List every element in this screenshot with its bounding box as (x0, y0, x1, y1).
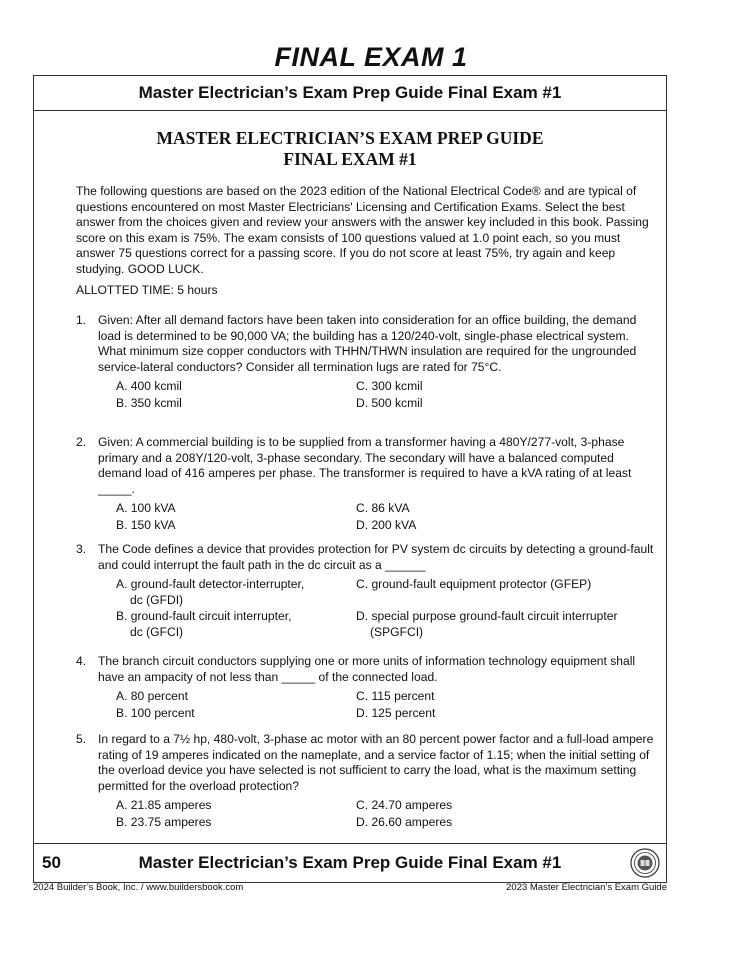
question-text: Given: After all demand factors have been taken into consideration for an office building, the demand load is determined to be 90,000 VA; the building has a 120/240-volt, single-phase electrical system. What minimum size copper conductors with THHN/THWN insulation are required for the ungrounded service-lateral conductors? Consider all termination lugs are rated for 75°C. (98, 313, 637, 374)
exam-header: FINAL EXAM 1 (274, 42, 468, 72)
choice-d-line2: (SPGFCI) (370, 624, 424, 639)
choice-a-line2: dc (GFDI) (130, 592, 184, 607)
choice-c: C. 24.70 amperes (356, 798, 453, 812)
question-2 (76, 435, 656, 533)
choice-d (356, 609, 636, 640)
question-text: The Code defines a device that provides protection for PV system dc circuits by detecting a ground-fault and could interrupt the fault path in the dc circuit as a ______ (98, 542, 654, 572)
section-subheader: Master Electrician’s Exam Prep Guide Final Exam #1 (34, 76, 666, 111)
publisher-seal-icon (630, 848, 660, 878)
allotted-time: ALLOTTED TIME: 5 hours (76, 283, 218, 297)
choice-c: C. 115 percent (356, 689, 435, 703)
question-text: Given: A commercial building is to be supplied from a transformer having a 480Y/277-volt, 3-phase primary and a 208Y/120-volt, 3-phase secondary. The secondary will have a balanced computed demand load of 416 amperes per phase. The transformer is required to have a kVA rating of at least _____. (98, 435, 632, 496)
question-number: 4. (76, 654, 87, 668)
choice-a: A. 80 percent (116, 689, 188, 703)
page-number: 50 (42, 853, 61, 872)
choice-c-line1: C. ground-fault equipment protector (GFEP) (356, 577, 592, 591)
choice-d: D. 500 kcmil (356, 395, 423, 410)
answer-choices (116, 379, 656, 411)
choice-b: B. 150 kVA (116, 517, 176, 532)
footer-title: Master Electrician’s Exam Prep Guide Final Exam #1 (138, 853, 562, 872)
choice-b-line2: dc (GFCI) (130, 624, 184, 639)
choice-a: A. 100 kVA (116, 501, 176, 515)
choice-b: B. 100 percent (116, 705, 195, 720)
question-number: 5. (76, 732, 87, 746)
question-text: In regard to a 7½ hp, 480-volt, 3-phase ac motor with an 80 percent power factor and a full-load ampere rating of 19 amperes indicated on the nameplate, and a service factor of 1.15; when the initial setting of the overload device you have selected is not sufficient to carry the load, what is the maximum setting permitted for the overload protection? (98, 732, 654, 793)
choice-a: A. 21.85 amperes (116, 798, 212, 812)
choice-a (116, 577, 356, 608)
question-number: 2. (76, 435, 87, 449)
choice-b-line1: B. ground-fault circuit interrupter, (116, 609, 292, 623)
choice-d: D. 200 kVA (356, 517, 417, 532)
answer-choices (116, 577, 656, 640)
choice-b (116, 609, 356, 640)
document-title-line1: MASTER ELECTRICIAN’S EXAM PREP GUIDE (156, 128, 544, 148)
question-number: 1. (76, 313, 87, 327)
copyright-footer: 2024 Builder’s Book, Inc. / www.buildersbook.com (33, 882, 244, 893)
question-number: 3. (76, 542, 87, 556)
question-4 (76, 654, 656, 721)
document-title (34, 128, 666, 170)
choice-c: C. 300 kcmil (356, 379, 423, 393)
choice-d: D. 125 percent (356, 705, 436, 720)
question-text: The branch circuit conductors supplying one or more units of information technology equipment shall have an ampacity of not less than _____ of the connected load. (98, 654, 636, 684)
page-frame (33, 75, 667, 883)
answer-choices (116, 501, 656, 533)
choice-d: D. 26.60 amperes (356, 814, 453, 829)
intro-paragraph: The following questions are based on the 2023 edition of the National Electrical Code® and are typical of questions encountered on most Master Electricians' Licensing and Certification Exams. Select the best answer from the choices given and review your answers with the answer key included in this book. Passing score on this exam is 75%. The exam consists of 100 questions valued at 1.0 point each, so you must answer 75 questions correct for a passing score. If you do not score at least 75%, try again and keep studying. GOOD LUCK. (76, 184, 649, 276)
footer-bar (34, 843, 666, 882)
choice-d-line1: D. special purpose ground-fault circuit interrupter (356, 609, 618, 623)
document-title-line2: FINAL EXAM #1 (283, 149, 417, 169)
question-1 (76, 313, 656, 411)
choice-c: C. 86 kVA (356, 501, 410, 515)
answer-choices (116, 689, 656, 721)
choice-b: B. 23.75 amperes (116, 814, 212, 829)
choice-b: B. 350 kcmil (116, 395, 182, 410)
choice-a: A. 400 kcmil (116, 379, 182, 393)
book-title-footer: 2023 Master Electrician’s Exam Guide (506, 882, 667, 893)
choice-a-line1: A. ground-fault detector-interrupter, (116, 577, 305, 591)
question-3 (76, 542, 656, 640)
question-5 (76, 732, 656, 830)
answer-choices (116, 798, 656, 830)
choice-c (356, 577, 636, 608)
